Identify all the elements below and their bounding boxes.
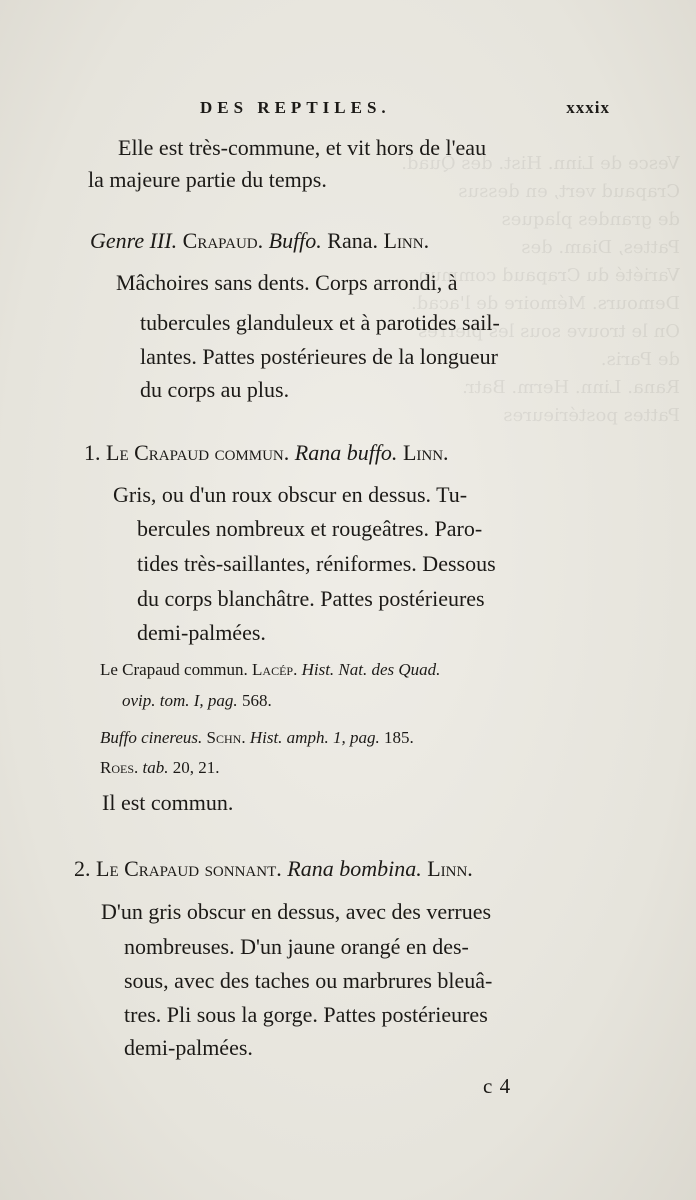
habitat-line: Il est commun.	[102, 790, 234, 815]
reference-name: Le Crapaud commun.	[100, 660, 248, 679]
header-title: DES REPTILES.	[200, 98, 391, 117]
species-number: 1.	[84, 440, 101, 465]
reference-work: Hist. amph. 1, pag.	[249, 728, 380, 747]
species-desc-line: demi-palmées.	[124, 1035, 253, 1060]
intro-line: la majeure partie du temps.	[88, 167, 327, 192]
species-desc-line: tres. Pli sous la gorge. Pattes postérieures	[124, 1002, 488, 1027]
reference-work: tab.	[142, 758, 169, 777]
species-heading	[84, 438, 449, 468]
species-desc-line: nombreuses. D'un jaune orangé en des-	[124, 934, 469, 959]
reference-author: Roes.	[100, 758, 139, 777]
species-name: Le Crapaud sonnant.	[96, 856, 282, 881]
species-desc-line: demi-palmées.	[137, 620, 266, 645]
species-desc-line: du corps blanchâtre. Pattes postérieures	[137, 586, 485, 611]
reference-line	[100, 756, 220, 780]
genus-desc-line: Mâchoires sans dents. Corps arrondi, à	[116, 270, 458, 295]
species-name: Le Crapaud commun.	[106, 440, 290, 465]
reference-page: 568.	[241, 691, 272, 710]
species-desc-line: sous, avec des taches ou marbrures bleuâ-	[124, 968, 493, 993]
show-through-text: Vesce de Linn. Hist. des Quad. Crapaud vert, en dessus de grandes plaques Pattes, Diam. des Variété du Crapaud commun. Demours. Mémoire de l'acad. On le trouve sous les pierres de Paris. Rana. Linn. Herm. Batr. Pattes postérieures	[401, 153, 680, 426]
genus-name: Crapaud.	[182, 228, 264, 253]
species-heading	[74, 854, 473, 884]
signature-mark: c 4	[483, 1074, 512, 1098]
species-desc-line: Gris, ou d'un roux obscur en dessus. Tu-	[113, 482, 468, 507]
genus-desc-line: tubercules glanduleux et à parotides sail-	[140, 310, 500, 335]
reference-plates: 20, 21.	[172, 758, 220, 777]
genus-desc-line: lantes. Pattes postérieures de la longueur	[140, 344, 499, 369]
species-number: 2.	[74, 856, 91, 881]
genus-latin: Buffo.	[268, 228, 322, 253]
reference-line	[100, 726, 414, 750]
reference-continuation: ovip. tom. I, pag.	[122, 691, 238, 710]
genus-author: Linn.	[383, 228, 430, 253]
reference-author: Schn.	[206, 728, 246, 747]
page-number: xxxix	[566, 98, 610, 117]
reference-line	[122, 689, 272, 713]
species-desc-line: D'un gris obscur en dessus, avec des verrues	[101, 899, 492, 924]
reference-work: Hist. Nat. des Quad.	[301, 660, 441, 679]
species-author: Linn.	[427, 856, 473, 881]
genus-label: Genre III.	[90, 228, 178, 253]
genus-heading	[90, 226, 429, 256]
reference-name: Buffo cinereus.	[100, 728, 203, 747]
genus-synonym: Rana.	[327, 228, 378, 253]
species-author: Linn.	[402, 440, 449, 465]
reference-author: Lacép.	[252, 660, 298, 679]
species-desc-line: bercules nombreux et rougeâtres. Paro-	[137, 516, 483, 541]
running-header	[200, 98, 610, 122]
intro-line: Elle est très-commune, et vit hors de l'eau	[118, 135, 487, 160]
genus-desc-line: du corps au plus.	[140, 377, 290, 402]
species-latin: Rana buffo.	[294, 440, 398, 465]
reference-line	[100, 658, 440, 682]
species-latin: Rana bombina.	[287, 856, 422, 881]
species-desc-line: tides très-saillantes, réniformes. Dessous	[137, 551, 496, 576]
reference-page: 185.	[383, 728, 414, 747]
